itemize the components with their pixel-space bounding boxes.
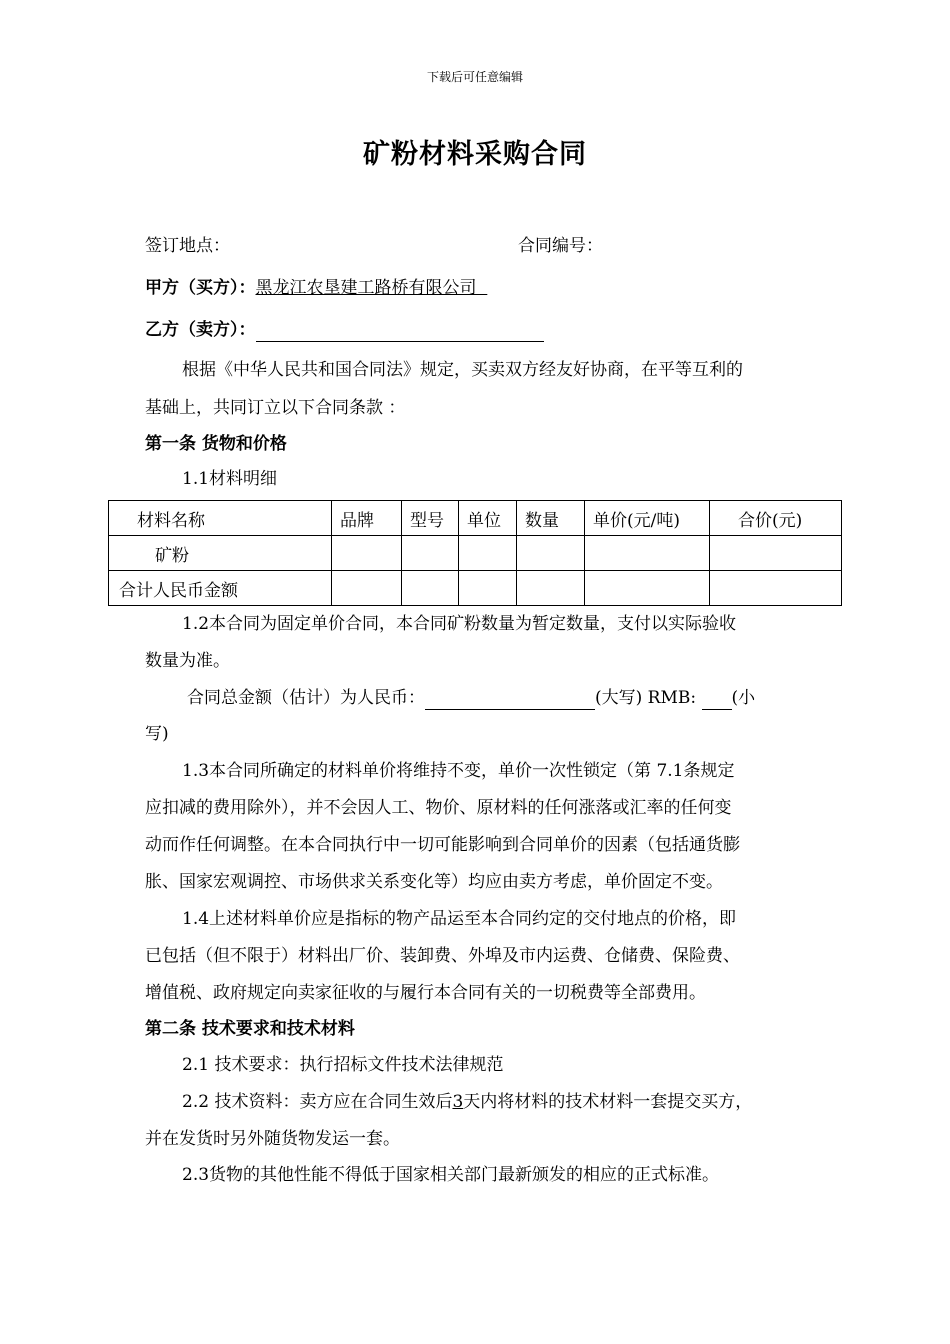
section-1-3-line-2: 应扣减的费用除外），并不会因人工、物价、原材料的任何涨落或汇率的任何变 <box>145 798 732 818</box>
cell-unit <box>459 536 517 571</box>
table-row <box>109 536 842 571</box>
total-lower-label-cont: 写) <box>145 724 169 744</box>
section-1-3-line-3: 动而作任何调整。在本合同执行中一切可能影响到合同单价的因素（包括通货膨 <box>145 835 740 855</box>
total-amount-row <box>187 686 877 710</box>
row-material-name: 矿粉 <box>109 536 332 571</box>
contract-no-label: 合同编号： <box>518 236 603 256</box>
section-1-4-line-1: 1.4上述材料单价应是指标的物产品运至本合同约定的交付地点的价格，即 <box>182 909 737 929</box>
party-a-label: 甲方（买方）： <box>145 278 256 298</box>
party-a-value: 黑龙江农垦建工路桥有限公司 <box>255 278 477 298</box>
header-note: 下载后可任意编辑 <box>426 70 523 84</box>
section-1-1: 1.1材料明细 <box>182 469 278 489</box>
cell-model <box>402 536 459 571</box>
header-model: 型号 <box>402 501 459 536</box>
intro-line-2: 基础上，共同订立以下合同条款 ： <box>145 398 406 418</box>
cell-brand <box>332 571 402 606</box>
sign-place-label: 签订地点： <box>145 236 230 256</box>
section-1-4-line-3: 增值税、政府规定向卖家征收的与履行本合同有关的一切税费等全部费用。 <box>145 983 706 1003</box>
section-2-1: 2.1 技术要求：执行招标文件技术法律规范 <box>182 1055 504 1075</box>
cell-unit-price <box>585 536 710 571</box>
total-upper-label: (大写) RMB: <box>595 688 702 708</box>
cell-total-price <box>710 536 842 571</box>
cell-model <box>402 571 459 606</box>
section-2-3: 2.3货物的其他性能不得低于国家相关部门最新颁发的相应的正式标准。 <box>182 1165 720 1185</box>
total-upper-blank <box>425 687 595 710</box>
materials-table <box>108 500 842 606</box>
article-1-title: 第一条 货物和价格 <box>145 434 287 454</box>
party-a-row <box>145 276 835 300</box>
cell-brand <box>332 536 402 571</box>
header-material-name: 材料名称 <box>109 501 332 536</box>
party-b-blank <box>256 319 544 342</box>
article-2-title: 第二条 技术要求和技术材料 <box>145 1019 355 1039</box>
section-1-4-line-2: 已包括（但不限于）材料出厂价、装卸费、外埠及市内运费、仓储费、保险费、 <box>145 946 740 966</box>
table-row <box>109 571 842 606</box>
header-brand: 品牌 <box>332 501 402 536</box>
cell-quantity <box>517 536 585 571</box>
sign-place-row <box>145 234 835 258</box>
section-2-2-post: 天内将材料的技术材料一套提交买方， <box>463 1092 753 1112</box>
section-1-3-line-1: 1.3本合同所确定的材料单价将维持不变，单价一次性锁定（第 7.1条规定 <box>182 761 735 781</box>
total-lower-blank <box>702 687 732 710</box>
total-lower-label: (小 <box>731 688 756 708</box>
row-total-label: 合计人民币金额 <box>109 571 332 606</box>
table-header-row <box>109 501 842 536</box>
section-1-2-line-1: 1.2本合同为固定单价合同，本合同矿粉数量为暂定数量，支付以实际验收 <box>182 614 737 634</box>
section-2-2-line-1 <box>182 1090 832 1114</box>
intro-line-1: 根据《中华人民共和国合同法》规定，买卖双方经友好协商，在平等互利的 <box>182 360 743 380</box>
cell-unit <box>459 571 517 606</box>
section-2-2-days: 3 <box>452 1092 464 1112</box>
party-b-row <box>145 318 835 342</box>
header-unit: 单位 <box>459 501 517 536</box>
cell-total-price <box>710 571 842 606</box>
section-2-2-pre: 2.2 技术资料：卖方应在合同生效后 <box>182 1092 453 1112</box>
header-unit-price: 单价(元/吨) <box>585 501 710 536</box>
section-1-3-line-4: 胀、国家宏观调控、市场供求关系变化等）均应由卖方考虑，单价固定不变。 <box>145 872 723 892</box>
section-1-2-line-2: 数量为准。 <box>145 651 230 671</box>
party-b-label: 乙方（卖方）： <box>145 320 256 340</box>
total-amount-label: 合同总金额（估计）为人民币： <box>187 688 425 708</box>
header-quantity: 数量 <box>517 501 585 536</box>
cell-quantity <box>517 571 585 606</box>
document-title: 矿粉材料采购合同 <box>363 139 587 170</box>
cell-unit-price <box>585 571 710 606</box>
section-2-2-line-2: 并在发货时另外随货物发运一套。 <box>145 1129 400 1149</box>
header-total-price: 合价(元) <box>710 501 842 536</box>
